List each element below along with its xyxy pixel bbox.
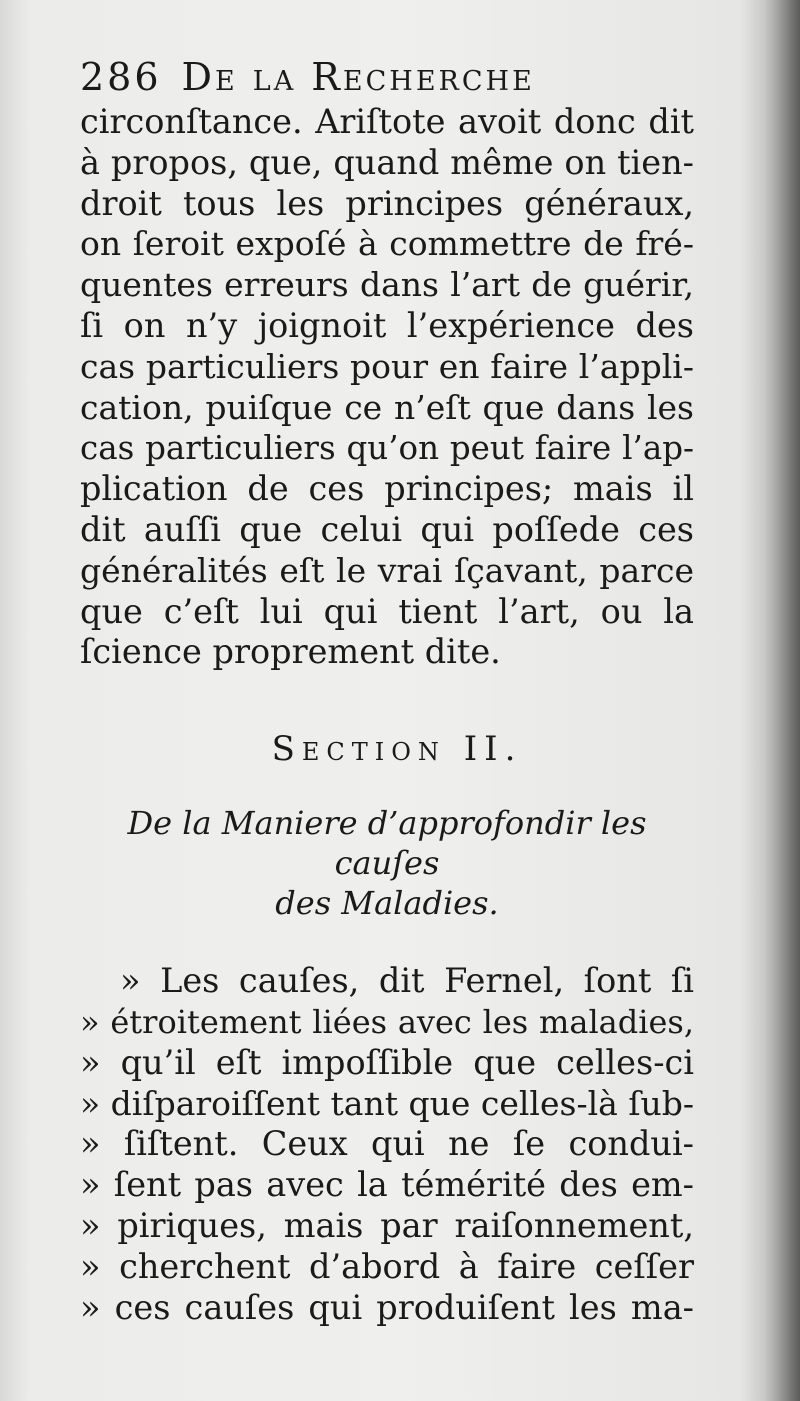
page-text <box>80 52 694 1328</box>
section-title <box>80 803 694 923</box>
section-heading: Section II. <box>271 729 523 770</box>
paragraph-line: que c’eſt lui qui tient l’art, ou la <box>80 591 694 631</box>
quote-line: » ces cauſes qui produiſent les ma- <box>80 1287 694 1327</box>
quote-line: » ſiſtent. Ceux qui ne ſe condui- <box>80 1124 694 1164</box>
quotation <box>80 961 694 1328</box>
paragraph-line: cas particuliers pour en faire l’appli- <box>80 346 694 386</box>
paragraph-line: cation, puiſque ce n’eſt que dans les <box>80 387 694 427</box>
section-title-line: De la Maniere d’approfondir les cauſes <box>127 804 647 883</box>
paragraph <box>80 102 694 673</box>
page-number: 286 <box>80 55 162 99</box>
paragraph-line: à propos, que, quand même on tien- <box>80 142 694 182</box>
paragraph-line: quentes erreurs dans l’art de guérir, <box>80 265 694 305</box>
quote-line: » Les cauſes, dit Fernel, ſont ſi <box>120 961 694 1001</box>
binding-shadow <box>764 0 800 1401</box>
quote-line: » cherchent d’abord à faire ceſſer <box>80 1246 694 1286</box>
paragraph-line: plication de ces principes; mais il <box>80 469 694 509</box>
paragraph-line: circonſtance. Ariſtote avoit donc dit <box>80 102 694 141</box>
section-title-line: des Maladies. <box>275 884 499 923</box>
quote-line: » diſparoiſſent tant que celles-là ſub- <box>80 1083 695 1123</box>
page-header <box>80 52 694 102</box>
paragraph-line: on ſeroit expoſé à commettre de fré- <box>80 224 694 264</box>
running-head: De la Recherche <box>181 55 535 99</box>
quote-line: » piriques, mais par raiſonnement, <box>80 1205 694 1245</box>
paragraph-line: dit auſſi que celui qui poſſede ces <box>80 509 694 549</box>
quote-line: » ſent pas avec la témérité des em- <box>80 1165 694 1205</box>
quote-line: » qu’il eſt impoſſible que celles-ci <box>80 1042 694 1082</box>
quote-line: » étroitement liées avec les maladies, <box>80 1002 694 1041</box>
paragraph-line: ſi on n’y joignoit l’expérience des <box>80 305 694 345</box>
paragraph-line: généralités eſt le vrai ſçavant, parce <box>80 550 694 590</box>
paragraph-line: ſcience proprement dite. <box>80 632 501 672</box>
paragraph-line: droit tous les principes généraux, <box>80 183 694 223</box>
paragraph-line: cas particuliers qu’on peut faire l’ap- <box>80 429 694 468</box>
